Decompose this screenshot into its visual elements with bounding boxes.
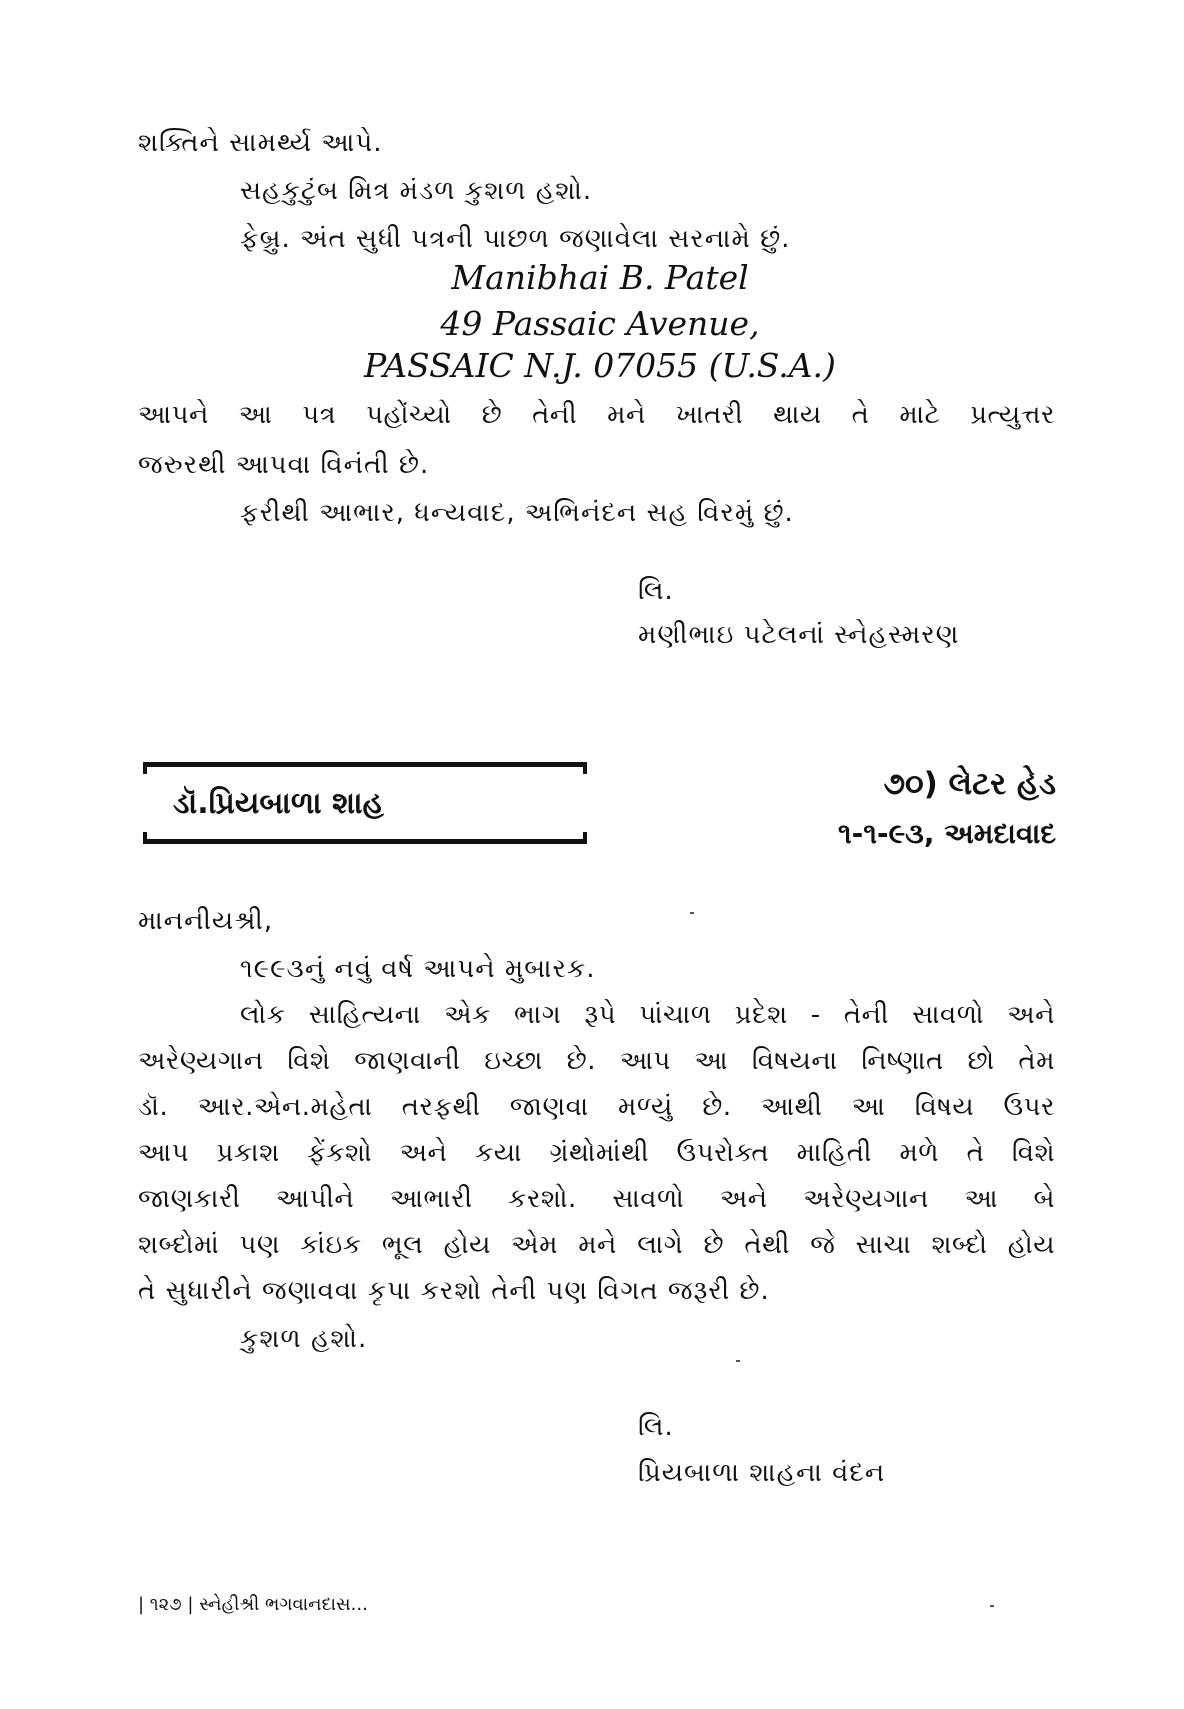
text-line: ફરીથી આભાર, ધન્યવાદ, અભિનંદન સહ વિરમું છું. [240, 498, 794, 528]
text-line: ૧૯૯૩નું નવું વર્ષ આપને મુબારક. [240, 954, 596, 984]
letter-number-label: ૭૦) લેટર હેડ [883, 766, 1056, 802]
address-name: Manibhai B. Patel [451, 258, 749, 297]
text-line: શક્તિને સામર્થ્ય આપે. [138, 128, 383, 158]
letterhead-border-top [143, 762, 587, 767]
closing-line: કુશળ હશો. [240, 1324, 368, 1354]
body-line: લોક સાહિત્યના એક ભાગ રૂપે પાંચાળ પ્રદેશ - તેની સાવળો અને [240, 1000, 1055, 1030]
letter-date-place: ૧-૧-૯૩, અમદાવાદ [837, 817, 1056, 850]
body-line: આપ પ્રકાશ ફેંકશો અને કયા ગ્રંથોમાંથી ઉપરોક્ત માહિતી મળે તે વિશે [138, 1138, 1055, 1168]
sign-off-li: લિ. [638, 1412, 674, 1442]
body-line: શબ્દોમાં પણ કાંઇક ભૂલ હોય એમ મને લાગે છે તેથી જે સાચા શબ્દો હોય [138, 1230, 1055, 1260]
letterhead-corner [583, 762, 587, 774]
text-line: ફેબ્રુ. અંત સુધી પત્રની પાછળ જણાવેલા સરનામે છું. [240, 224, 791, 254]
page-footer: | ૧૨૭ | સ્નેહીશ્રી ભગવાનદાસ... [138, 1594, 368, 1615]
body-line: જાણકારી આપીને આભારી કરશો. સાવળો અને અરેણ્યગાન આ બે [138, 1184, 1055, 1214]
letterhead-name: ડૉ.પ્રિયબાળા શાહ [173, 786, 384, 821]
body-line: અરેણ્યગાન વિશે જાણવાની ઇચ્છા છે. આપ આ વિષયના નિષ્ણાત છો તેમ [138, 1046, 1055, 1076]
text-line: આપને આ પત્ર પહોંચ્યો છે તેની મને ખાતરી થાય તે માટે પ્રત્યુત્તર [138, 400, 1055, 430]
body-line: તે સુધારીને જણાવવા કૃપા કરશો તેની પણ વિગત જરૂરી છે. [138, 1276, 770, 1306]
letterhead-corner [143, 762, 147, 774]
scan-speck [990, 1605, 994, 1607]
signature: પ્રિયબાળા શાહના વંદન [638, 1458, 886, 1488]
sign-off-li: લિ. [638, 576, 674, 606]
address-street: 49 Passaic Avenue, [440, 304, 760, 343]
salutation: માનનીયશ્રી, [138, 906, 274, 936]
scan-speck [736, 1360, 740, 1362]
text-line: સહકુટુંબ મિત્ર મંડળ કુશળ હશો. [240, 176, 593, 206]
address-city: PASSAIC N.J. 07055 (U.S.A.) [364, 346, 836, 385]
letterhead-border-bottom [143, 839, 587, 844]
text-line: જરુરથી આપવા વિનંતી છે. [138, 450, 430, 480]
scan-speck [690, 912, 694, 914]
letterhead-box [143, 762, 587, 844]
signature: મણીભાઇ પટેલનાં સ્નેહસ્મરણ [638, 620, 960, 650]
body-line: ડૉ. આર.એન.મહેતા તરફથી જાણવા મળ્યું છે. આથી આ વિષય ઉપર [138, 1092, 1055, 1122]
